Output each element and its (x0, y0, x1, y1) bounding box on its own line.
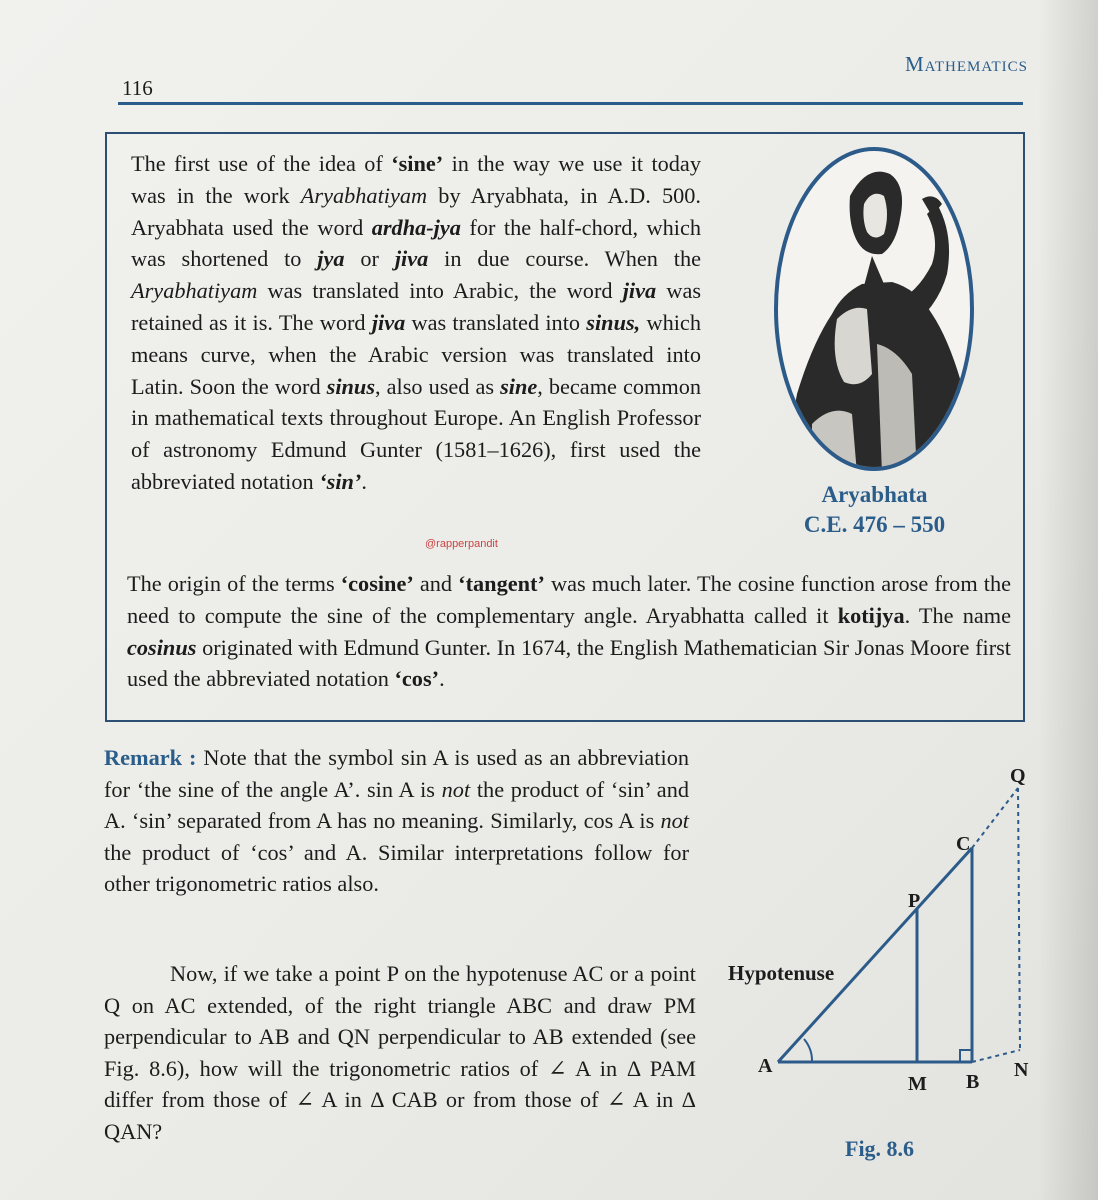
page-spine-shadow (1038, 0, 1098, 1200)
term-jiva: jiva (622, 278, 657, 304)
text-run: The origin of the terms (127, 571, 341, 596)
portrait-name: Aryabhata (821, 482, 928, 507)
term-cosinus: cosinus (127, 634, 197, 660)
text-run: in due course. When the (428, 246, 701, 272)
text-run: was translated into Arabic, the word (257, 278, 623, 304)
history-box (105, 132, 1025, 722)
term-cos: ‘cos’ (394, 666, 440, 692)
text-run: by Aryabhata, in A.D. 500. Aryabhata used the word (131, 182, 701, 240)
remark-label: Remark : (104, 745, 197, 770)
header-rule (118, 102, 1023, 105)
term-ardha-jya: ardha-jya (371, 214, 461, 240)
text-run: . (361, 468, 367, 494)
term-sinus: sinus (326, 373, 376, 399)
text-run: originated with Edmund Gunter. In 1674, the English Mathematician Sir Jonas Moore first used the abbreviated notation (127, 634, 1011, 692)
text-run: The first use of the idea of (131, 151, 392, 176)
figure-8-6-diagram (720, 760, 1040, 1180)
text-run: . (439, 666, 445, 692)
text-run: and (413, 571, 459, 596)
text-run: or (344, 246, 395, 272)
text-run: , also used as (375, 373, 501, 399)
text-run: . The name (904, 602, 1011, 628)
segment-ac-hypotenuse (778, 848, 972, 1062)
term-aryabhatiyam: Aryabhatiyam (300, 182, 428, 208)
label-point-p: P (908, 890, 921, 912)
label-point-b: B (966, 1071, 980, 1093)
label-point-c: C (956, 833, 971, 855)
label-point-n: N (1014, 1059, 1029, 1081)
text-run: for the half-chord, which was shortened to (131, 214, 701, 272)
segment-cq-extended (972, 788, 1018, 848)
running-head: Mathematics (905, 52, 1029, 76)
term-sinus: sinus, (586, 309, 641, 335)
text-run: , became common in mathematical texts throughout Europe. An English Professor of astronomy Edmund Gunter (1581–1626), first used the abbreviated notation (131, 373, 701, 494)
portrait-dates: C.E. 476 – 550 (803, 512, 946, 537)
text-run: which means curve, when the Arabic version was translated into Latin. Soon the word (131, 309, 701, 399)
figure-caption: Fig. 8.6 (845, 1136, 915, 1161)
portrait-caption (747, 480, 1002, 540)
text-run: was much later. The cosine function arose from the need to compute the sine of the complementary angle. Aryabhatta called it (127, 571, 1011, 628)
angle-a-arc (804, 1039, 812, 1062)
text-run: Note that the symbol sin A is used as an abbreviation for ‘the sine of the angle A’. sin A is (104, 745, 689, 802)
term-jiva: jiva (371, 309, 406, 335)
emphasis-not: not (660, 808, 689, 833)
text-run: was retained as it is. The word (131, 278, 702, 335)
label-point-m: M (908, 1073, 927, 1095)
page-number: 116 (122, 76, 153, 100)
term-aryabhatiyam: Aryabhatiyam (131, 278, 258, 304)
term-tangent: ‘tangent’ (458, 571, 545, 596)
remark-paragraph (104, 742, 689, 900)
segment-qn (1018, 788, 1020, 1050)
label-point-q: Q (1010, 765, 1026, 787)
aryabhata-portrait (772, 144, 977, 474)
text-run: in the way we use it today was in the work (131, 151, 701, 208)
term-kotijya: kotijya (837, 602, 905, 628)
history-paragraph-sine (131, 148, 701, 498)
question-paragraph (104, 958, 696, 1147)
term-sine: ‘sine’ (391, 151, 444, 176)
term-cosine: ‘cosine’ (340, 571, 414, 596)
text-run: was translated into (405, 309, 587, 335)
term-jiva: jiva (394, 246, 429, 272)
text-run: the product of ‘sin’ and A. ‘sin’ separated from A has no meaning. Similarly, cos A is (104, 776, 690, 833)
term-jya: jya (317, 246, 345, 272)
right-angle-mark (960, 1050, 972, 1062)
emphasis-not: not (441, 776, 471, 802)
term-sin: ‘sin’ (319, 468, 362, 494)
text-run: the product of ‘cos’ and A. Similar interpretations follow for other trigonometric ratios also. (104, 839, 689, 896)
question-text: Now, if we take a point P on the hypotenuse AC or a point Q on AC extended, of the right triangle ABC and draw PM perpendicular to AB and QN perpendicular to AB extended (see Fig. 8.6), how will the trigonometric ratios of ∠ A in Δ PAM differ from those of ∠ A in Δ CAB or from those of ∠ A in Δ QAN? (104, 961, 696, 1144)
segment-bn-extended (972, 1050, 1020, 1062)
label-point-a: A (758, 1055, 773, 1077)
label-hypotenuse: Hypotenuse (728, 961, 835, 985)
term-sine: sine (500, 373, 538, 399)
watermark: @rapperpandit (425, 538, 498, 550)
history-paragraph-cosine (127, 568, 1011, 695)
